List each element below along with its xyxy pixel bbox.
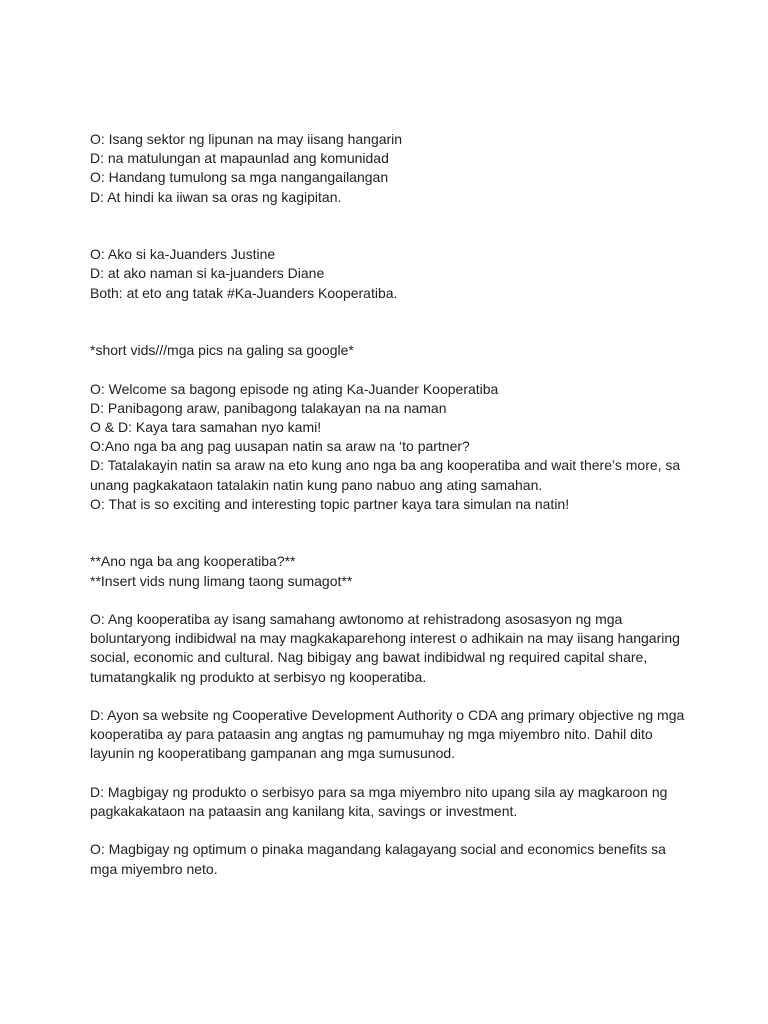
script-line: **Insert vids nung limang taong sumagot** xyxy=(90,572,353,589)
blank-line xyxy=(90,533,680,552)
script-line: kooperatiba ay para pataasin ang angtas ng pamumuhay ng mga miyembro nito. Dahil dito xyxy=(90,726,653,743)
script-line: O: Ako si ka-Juanders Justine xyxy=(90,246,276,263)
script-line: layunin ng kooperatibang gampanan ang mga sumusunod. xyxy=(90,745,456,762)
script-paragraph xyxy=(90,341,680,360)
script-line: *short vids///mga pics na galing sa google* xyxy=(90,342,354,359)
script-text xyxy=(90,130,685,879)
script-line: D: Tatalakayin natin sa araw na eto kung ano nga ba ang kooperatiba and wait there’s more, sa xyxy=(90,457,681,474)
blank-line xyxy=(90,591,680,610)
blank-line xyxy=(90,764,680,783)
script-paragraph xyxy=(90,706,685,764)
script-line: D: At hindi ka iiwan sa oras ng kagipitan. xyxy=(90,188,342,205)
script-line: D: at ako naman si ka-juanders Diane xyxy=(90,265,325,282)
script-line: O & D: Kaya tara samahan nyo kami! xyxy=(90,418,322,435)
script-line: O: Ang kooperatiba ay isang samahang awtonomo at rehistradong asosasyon ng mga xyxy=(90,610,623,627)
script-line: D: Magbigay ng produkto o serbisyo para sa mga miyembro nito upang sila ay magkaroon ng xyxy=(90,783,668,800)
script-line: mga miyembro neto. xyxy=(90,860,218,877)
script-line: O: Handang tumulong sa mga nangangailangan xyxy=(90,169,389,186)
blank-line xyxy=(90,360,680,379)
script-line: O: Welcome sa bagong episode ng ating Ka-Juander Kooperatiba xyxy=(90,380,499,397)
blank-line xyxy=(90,303,680,322)
blank-line xyxy=(90,687,680,706)
blank-line xyxy=(90,514,680,533)
script-line: D: Ayon sa website ng Cooperative Development Authority o CDA ang primary objective ng mga xyxy=(90,706,685,723)
script-line: pagkakakataon na pataasin ang kanilang kita, savings or investment. xyxy=(90,802,518,819)
script-paragraph xyxy=(90,245,680,303)
script-line: tumatangkalik ng produkto at serbisyo ng kooperatiba. xyxy=(90,668,427,685)
script-paragraph xyxy=(90,552,680,590)
script-line: O: Magbigay ng optimum o pinaka magandang kalagayang social and economics benefits sa xyxy=(90,841,666,858)
blank-line xyxy=(90,322,680,341)
script-line: Both: at eto ang tatak #Ka-Juanders Kooperatiba. xyxy=(90,284,398,301)
script-line: O: That is so exciting and interesting topic partner kaya tara simulan na natin! xyxy=(90,495,570,512)
script-paragraph xyxy=(90,840,680,878)
script-line: D: na matulungan at mapaunlad ang komunidad xyxy=(90,150,389,167)
blank-line xyxy=(90,821,680,840)
script-line: O:Ano nga ba ang pag uusapan natin sa araw na ‘to partner? xyxy=(90,438,470,455)
blank-line xyxy=(90,226,680,245)
script-paragraph xyxy=(90,610,680,687)
script-line: **Ano nga ba ang kooperatiba?** xyxy=(90,553,296,570)
script-line: unang pagkakataon tatalakin natin kung pano nabuo ang ating samahan. xyxy=(90,476,543,493)
blank-line xyxy=(90,207,680,226)
script-line: O: Isang sektor ng lipunan na may iisang hangarin xyxy=(90,131,403,147)
script-line: boluntaryong indibidwal na may magkakaparehong interest o adhikain na may iisang hangaring xyxy=(90,630,680,647)
script-line: social, economic and cultural. Nag bibigay ang bawat indibidwal ng required capital share, xyxy=(90,649,648,666)
script-line: D: Panibagong araw, panibagong talakayan na na naman xyxy=(90,399,447,416)
script-paragraph xyxy=(90,130,680,207)
script-paragraph xyxy=(90,380,680,514)
script-paragraph xyxy=(90,783,680,821)
